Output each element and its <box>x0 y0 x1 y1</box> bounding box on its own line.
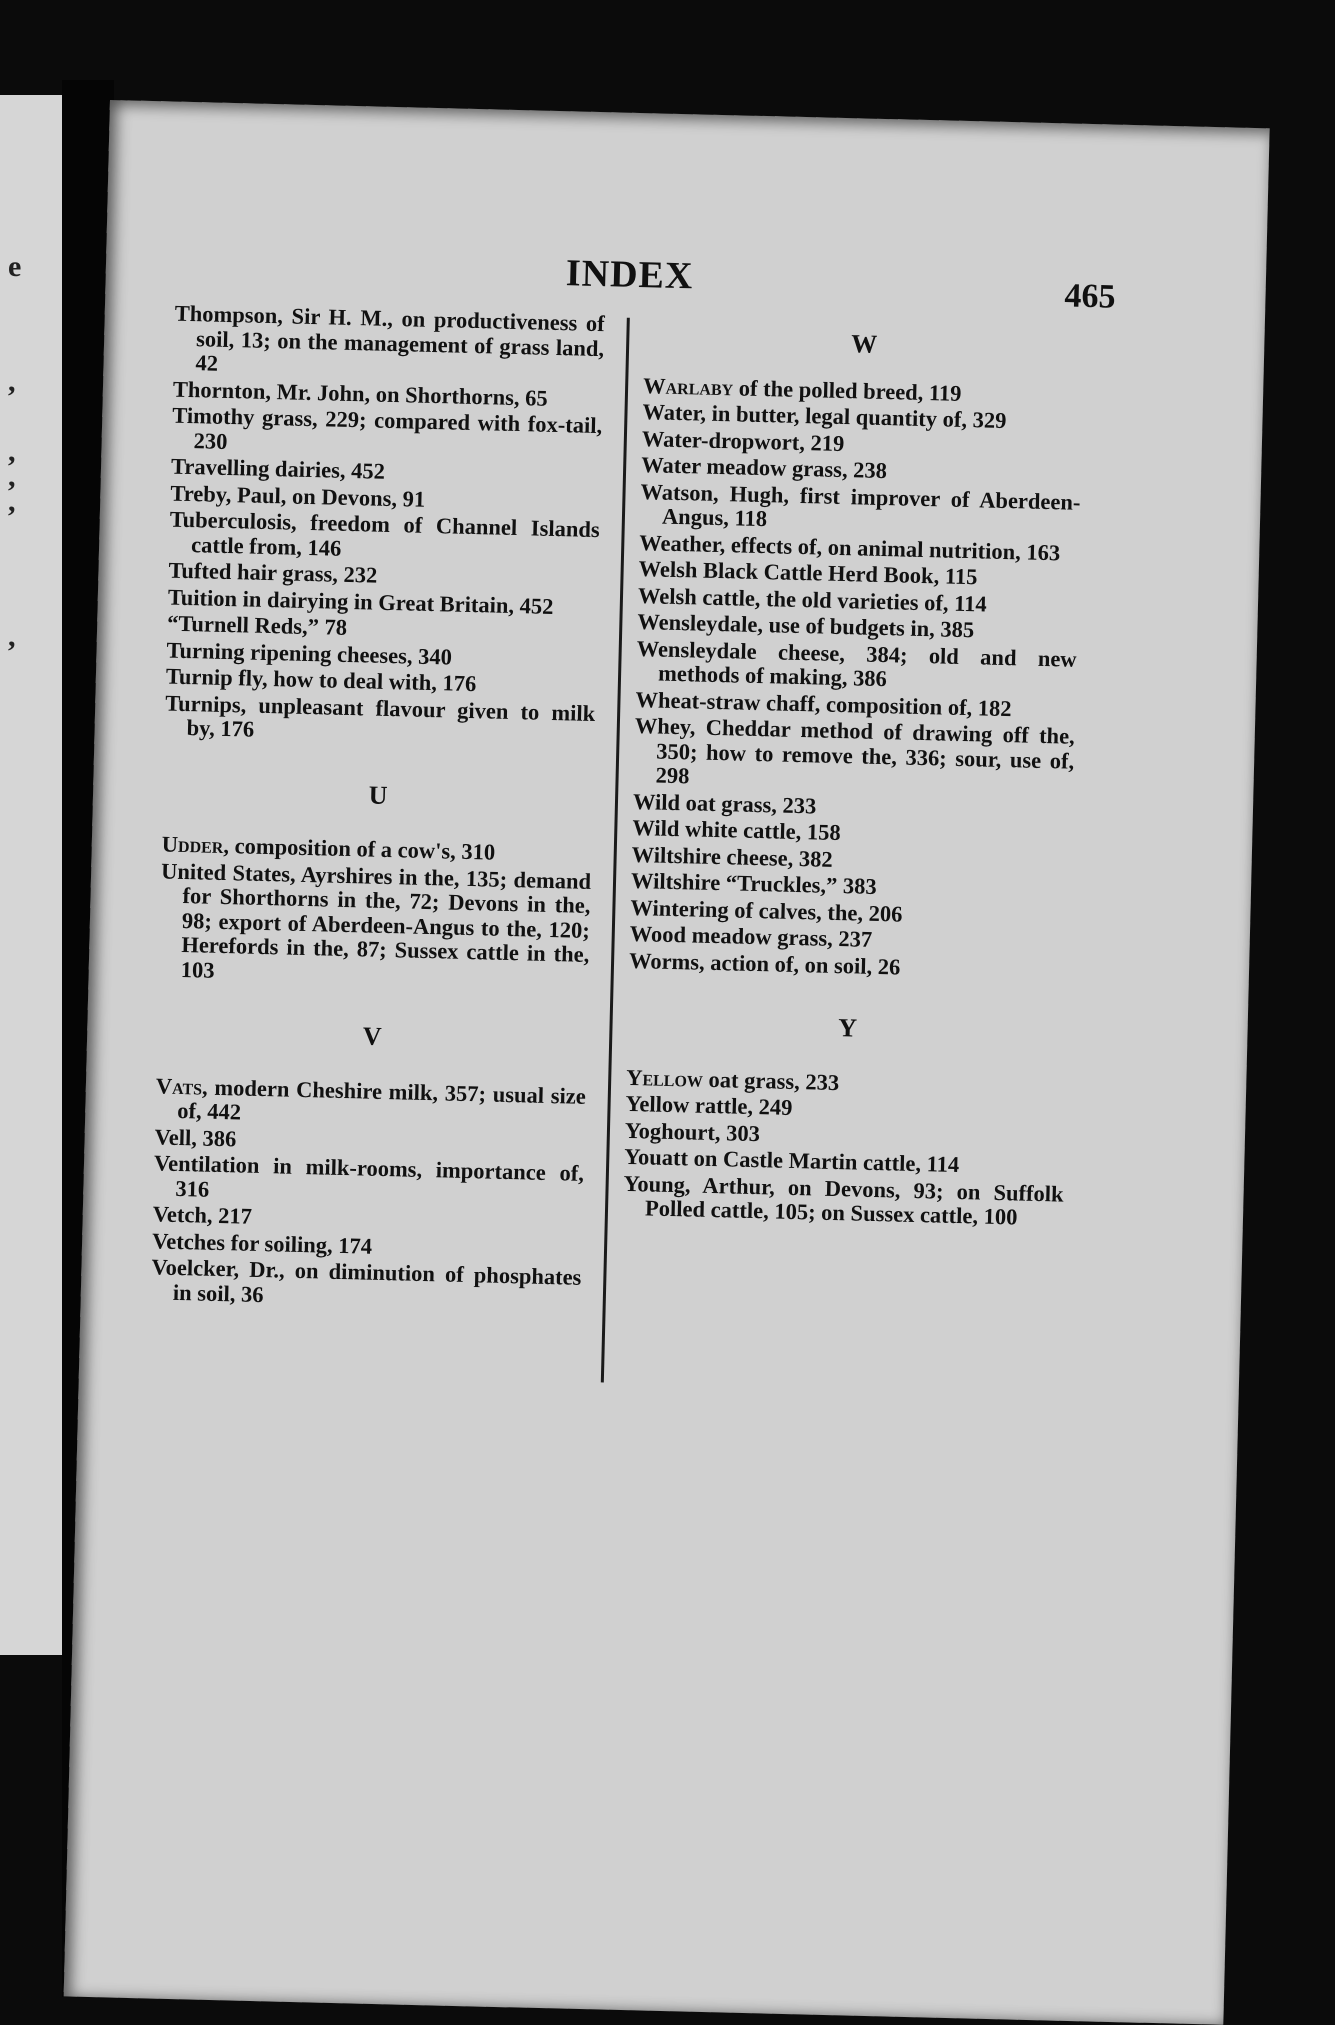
entries-y <box>623 1065 1067 1231</box>
entry-text: Water-dropwort, 219 <box>641 425 845 456</box>
entry-text: Wild oat grass, 233 <box>632 788 817 818</box>
index-entry <box>151 1255 582 1314</box>
index-entry <box>153 1151 584 1210</box>
entry-text: Water meadow grass, 238 <box>640 452 888 484</box>
section-heading-u: U <box>368 780 388 810</box>
entry-text: Vell, 386 <box>154 1123 237 1151</box>
entries-u <box>158 832 592 991</box>
entries-w <box>629 374 1084 984</box>
index-entry: “Turnell Reds,” 78 <box>166 610 348 640</box>
index-column-left <box>151 302 605 1317</box>
section-heading-y: Y <box>837 1013 858 1043</box>
entry-text: Wensleydale cheese, 384; old and new methods of making, 386 <box>636 635 1077 692</box>
index-entry: Tuberculosis, freedom of Channel Islands cattle from, 146 <box>169 506 600 561</box>
entry-small-caps-lead: Udder <box>161 831 224 858</box>
index-column-right <box>623 313 1085 1233</box>
entry-text: Water, in butter, legal quantity of, 329 <box>642 399 1007 433</box>
index-entry: Travelling dairies, 452 <box>170 453 386 484</box>
entry-small-caps-lead: Vats <box>155 1072 203 1100</box>
entry-text: Wintering of calves, the, 206 <box>630 894 903 927</box>
entry-small-caps-lead: Yellow <box>625 1064 704 1092</box>
index-entry <box>155 1074 586 1133</box>
entry-text: , modern Cheshire milk, 357; usual size of, 442 <box>177 1074 587 1125</box>
entry-text: Vetch, 217 <box>152 1201 253 1229</box>
index-entry: Timothy grass, 229; compared with fox-tail, 230 <box>172 402 603 454</box>
entry-text: Wild white cattle, 158 <box>632 814 841 846</box>
previous-page-edge <box>0 95 62 1655</box>
entry-text: Voelcker, Dr., on diminution of phosphates in soil, 36 <box>151 1254 582 1307</box>
entry-text: oat grass, 233 <box>702 1066 840 1095</box>
entry-text: Wheat-straw chaff, composition of, 182 <box>635 686 1012 721</box>
index-entry: Thornton, Mr. John, on Shorthorns, 65 <box>172 376 549 411</box>
entries-t <box>164 302 605 751</box>
index-entry <box>158 859 591 992</box>
entry-text: United States, Ayrshires in the, 135; demand for Shorthorns in the, 72; Devons in the, 98; export of Aberdeen-Angus to the, 120; Herefords in the, 87; Sussex cattle in the, 103 <box>160 857 592 983</box>
index-entry: Thompson, Sir H. M., on productiveness of soil, 13; on the management of grass land, 42 <box>174 300 605 376</box>
prev-page-fragment: , <box>8 460 16 493</box>
section-heading-v: V <box>362 1021 382 1051</box>
entry-text: Yoghourt, 303 <box>624 1117 761 1146</box>
entry-text: Weather, effects of, on animal nutrition, 163 <box>639 529 1061 565</box>
entry-text: Watson, Hugh, first improver of Aberdeen-Angus, 118 <box>640 478 1081 532</box>
entry-text: Wensleydale, use of budgets in, 385 <box>637 609 975 643</box>
index-entry <box>623 1171 1064 1231</box>
prev-page-fragment: e <box>8 250 22 283</box>
page-title: INDEX <box>565 252 694 298</box>
entry-text: Vetches for soiling, 174 <box>151 1227 373 1259</box>
entry-text: Wiltshire “Truckles,” 383 <box>630 867 877 899</box>
index-entry: Tuition in dairying in Great Britain, 452 <box>167 584 554 619</box>
entry-text: Wood meadow grass, 237 <box>629 920 873 952</box>
section-heading-w: W <box>850 329 878 359</box>
prev-page-fragment: , <box>8 485 16 518</box>
entry-text: Young, Arthur, on Devons, 93; on Suffolk Polled cattle, 105; on Sussex cattle, 100 <box>623 1170 1064 1230</box>
entry-text: Wiltshire cheese, 382 <box>631 841 834 872</box>
column-divider <box>601 318 630 1383</box>
prev-page-fragment: , <box>8 620 16 653</box>
entry-text: Yellow rattle, 249 <box>625 1090 793 1120</box>
entry-text: Welsh cattle, the old varieties of, 114 <box>637 582 987 617</box>
prev-page-fragment: , <box>8 435 16 468</box>
index-entry <box>633 714 1075 798</box>
entry-text: Youatt on Castle Martin cattle, 114 <box>624 1143 960 1178</box>
index-entry: Turnip fly, how to deal with, 176 <box>165 663 477 697</box>
entry-text: Worms, action of, on soil, 26 <box>628 947 901 980</box>
index-entry: Tufted hair grass, 232 <box>168 557 378 588</box>
entry-text: Whey, Cheddar method of drawing off the, 350; how to remove the, 336; sour, use of, 298 <box>634 713 1076 789</box>
entry-small-caps-lead: Warlaby <box>642 372 734 400</box>
page-number: 465 <box>1064 277 1116 316</box>
entries-v <box>151 1074 587 1315</box>
entry-text: of the polled breed, 119 <box>732 374 962 406</box>
book-page <box>64 100 1270 2025</box>
index-entry: Turning ripening cheeses, 340 <box>166 637 453 670</box>
entry-text: , composition of a cow's, 310 <box>223 832 496 865</box>
entry-text: Ventilation in milk-rooms, importance of, 316 <box>153 1150 585 1202</box>
prev-page-fragment: , <box>8 365 16 398</box>
index-entry: Turnips, unpleasant flavour given to milk by, 176 <box>164 690 596 742</box>
index-entry: Treby, Paul, on Devons, 91 <box>170 480 426 512</box>
entry-text: Welsh Black Cattle Herd Book, 115 <box>638 556 978 590</box>
